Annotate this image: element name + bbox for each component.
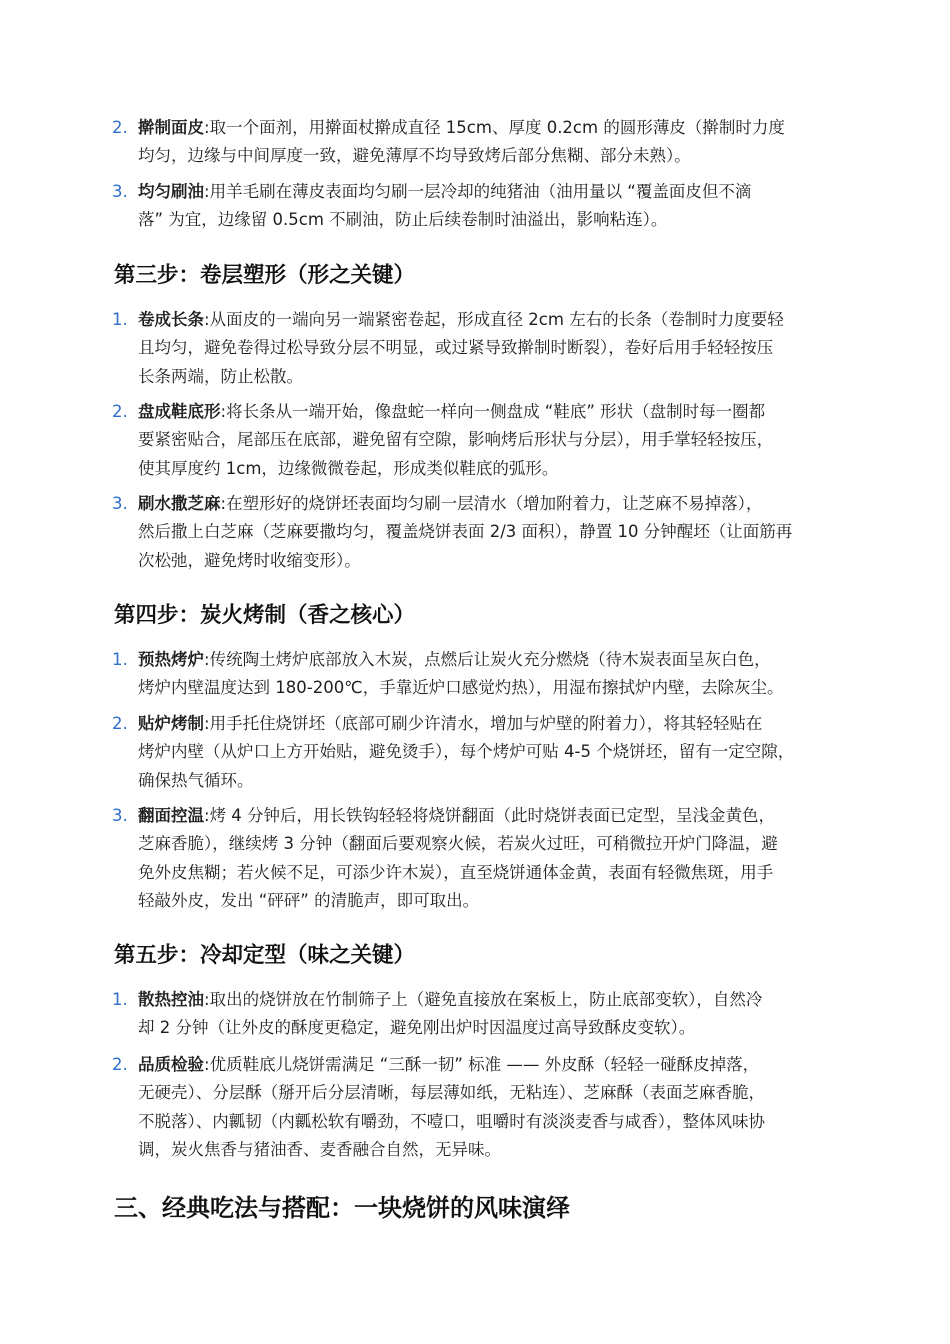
section3-heading: 三、经典吃法与搭配：一块烧饼的风味演绎 [114,1194,570,1222]
item-term: 刷水撒芝麻 [138,494,221,513]
list-number: 3. [112,182,128,201]
item-term: 散热控油 [138,990,204,1009]
list-number: 2. [112,714,128,733]
item-term: 贴炉烤制 [138,714,204,733]
item-term: 均匀刷油 [138,182,204,201]
item-term: 卷成长条 [138,310,204,329]
list-number: 1. [112,650,128,669]
item-term: 预热烤炉 [138,650,204,669]
step5-heading: 第五步：冷却定型（味之关键） [114,943,416,968]
document-page: 2. 擀制面皮:取一个面剂，用擀面杖擀成直径 15cm、厚度 0.2cm 的圆形薄皮（擀制时力度 均匀，边缘与中间厚度一致，避免薄厚不均导致烤后部分焦糊、部分未熟）。 3. 均匀刷油:用羊毛刷在薄皮表面均匀刷一层冷却的纯猪油（油用量以 “覆盖面皮但不滴 落” 为宜，边缘留 0.5cm 不刷油，防止后续卷制时油溢出，影响粘连）。 第三步：卷层塑形（形之关键） 1. 卷成长条:从面皮的一端向另一端紧密卷起，形成直径 2cm 左右的长条（卷制时力度要轻 且均匀，避免卷得过松导致分层不明显，或过紧导致擀制时断裂），卷好后用手轻轻按压 长条两端，防止松散。 2. 盘成鞋底形:将长条从一端开始，像盘蛇一样向一侧盘成 “鞋底” 形状（盘制时每一圈都 要紧密贴合，尾部压在底部，避免留有空隙，影响烤后形状与分层），用手掌轻轻按压， 使其厚度约 1cm，边缘微微卷起，形成类似鞋底的弧形。 3. 刷水撒芝麻:在塑形好的烧饼坯表面均匀刷一层清水（增加附着力，让芝麻不易掉落）， 然后撒上白芝麻（芝麻要撒均匀，覆盖烧饼表面 2/3 面积），静置 10 分钟醒坯（让面筋再 次松弛，避免烤时收缩变形）。 第四步：炭火烤制（香之核心） 1. 预热烤炉:传统陶土烤炉底部放入木炭，点燃后让炭火充分燃烧（待木炭表面呈灰白色， 烤炉内壁温度达到 180-200℃，手靠近炉口感觉灼热），用湿布擦拭炉内壁，去除灰尘。 2. 贴炉烤制:用手托住烧饼坯（底部可刷少许清水，增加与炉壁的附着力），将其轻轻贴在 烤炉内壁（从炉口上方开始贴，避免烫手），每个烤炉可贴 4-5 个烧饼坯，留有一定空隙， 确保热气循环。 3. 翻面控温:烤 4 分钟后，用长铁钩轻轻将烧饼翻面（此时烧饼表面已定型，呈浅金黄色， 芝麻香脆），继续烤 3 分钟（翻面后要观察火候，若炭火过旺，可稍微拉开炉门降温，避 免外皮焦糊；若火候不足，可添少许木炭），直至烧饼通体金黄，表面有轻微焦斑，用手 轻敲外皮，发出 “砰砰” 的清脆声，即可取出。 第五步：冷却定型（味之关键） 1. 散热控油:取出的烧饼放在竹制筛子上（避免直接放在案板上，防止底部变软），自然冷 却 2 分钟（让外皮的酥度更稳定，避免刚出炉时因温度过高导致酥皮变软）。 2. 品质检验:优质鞋底儿烧饼需满足 “三酥一韧” 标准 —— 外皮酥（轻轻一碰酥皮掉落， 无硬壳）、分层酥（掰开后分层清晰，每层薄如纸，无粘连）、芝麻酥（表面芝麻香脆， 不脱落）、内瓤韧（内瓤松软有嚼劲，不噎口，咀嚼时有淡淡麦香与咸香），整体风味协 调，炭火焦香与猪油香、麦香融合自然，无异味。 三、经典吃法与搭配：一块烧饼的风味演绎 [0,0,950,1344]
item-term: 翻面控温 [138,806,204,825]
list-number: 2. [112,118,128,137]
list-number: 1. [112,990,128,1009]
list-number: 3. [112,806,128,825]
list-number: 3. [112,494,128,513]
step4-heading: 第四步：炭火烤制（香之核心） [114,603,416,628]
item-term: 盘成鞋底形 [138,402,221,421]
item-term: 擀制面皮 [138,118,204,137]
step3-heading: 第三步：卷层塑形（形之关键） [114,263,416,288]
list-number: 1. [112,310,128,329]
item-term: 品质检验 [138,1055,204,1074]
list-number: 2. [112,402,128,421]
list-number: 2. [112,1055,128,1074]
